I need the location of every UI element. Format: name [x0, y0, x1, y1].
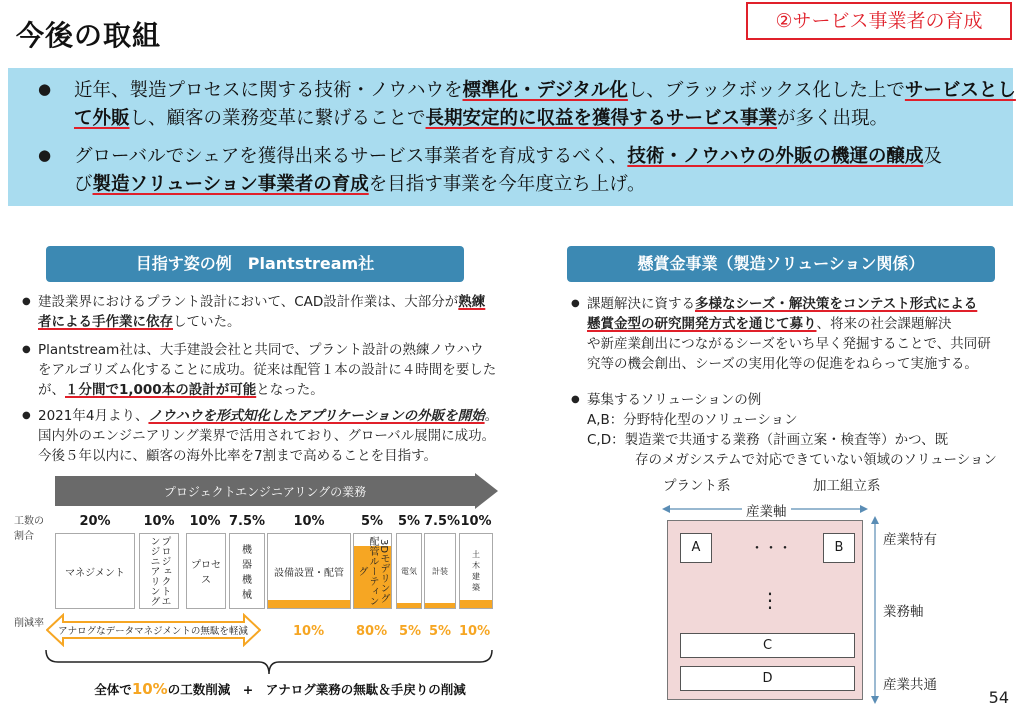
summary-p1-line1: 近年、製造プロセスに関する技術・ノウハウを標準化・デジタル化し、ブラックボックス化した上でサービスとし	[74, 80, 1016, 101]
column-electrical: 電気	[396, 533, 422, 609]
column-3d-modeling: 3Dモデリング配管ルーティング	[353, 533, 392, 609]
column-piping: 設備設置・配管	[267, 533, 351, 609]
label-plant: プラント系	[663, 478, 731, 494]
column-pct: 10%	[460, 514, 492, 529]
column-pct: 20%	[79, 514, 111, 529]
bullet-icon: ●	[571, 298, 580, 309]
summary-p2-line2: び製造ソリューション事業者の育成を目指す事業を今年度立ち上げ。	[74, 174, 646, 195]
reduction-rate: 80%	[356, 624, 388, 639]
page-number: 54	[988, 688, 1009, 707]
box-d: D	[680, 666, 855, 691]
row-label-reduction: 削減率	[14, 618, 44, 629]
box-a: A	[680, 533, 712, 563]
bullet-icon: ●	[38, 146, 52, 164]
section-tag: ②サービス事業者の育成	[746, 2, 1012, 40]
label-industry-specific: 産業特有	[883, 528, 937, 548]
reduction-rate: 10%	[459, 624, 491, 639]
label-assembly: 加工組立系	[813, 478, 881, 494]
box-b: B	[823, 533, 855, 563]
bullet-icon: ●	[571, 394, 580, 405]
arrow-label: アナログなデータマネジメントの無駄を軽減	[58, 626, 248, 637]
total-summary: 全体で10%の工数削減 + アナログ業務の無駄＆手戻りの削減	[94, 680, 466, 698]
right-bullet-2: ● 募集するソリューションの例 A,B：分野特化型のソリューション C,D：製造業で共通する業務（計画立案・検査等）かつ、既 存のメガシステムで対応できていない領域のソリューション	[571, 392, 997, 468]
label-industry-axis: 産業軸	[742, 500, 791, 520]
column-pct: 5%	[360, 514, 384, 529]
summary-box	[8, 68, 1016, 206]
right-heading: 懸賞金事業（製造ソリューション関係）	[567, 246, 995, 282]
column-pct: 7.5%	[228, 514, 266, 529]
column-pct: 10%	[143, 514, 175, 529]
double-arrow	[46, 613, 261, 647]
band-label: プロジェクトエンジニアリングの業務	[163, 485, 367, 499]
summary-p1-line2: て外販し、顧客の業務変革に繋げることで長期安定的に収益を獲得するサービス事業が多く出現。	[74, 108, 889, 129]
column-process: プロセス	[186, 533, 226, 609]
bullet-icon: ●	[22, 410, 31, 421]
left-bullet-3: ● 2021年4月より、ノウハウを形式知化したアプリケーションの外販を開始。 国内外のエンジニアリング業界で活用されており、グローバル展開に成功。 今後５年以内に、顧客の海外比率を7割まで高めることを目指す。	[22, 408, 499, 464]
left-bullet-1: ● 建設業界におけるプラント設計において、CAD設計作業は、大部分が熟練 者による手作業に依存していた。	[22, 294, 486, 330]
dots-vertical: ⋮	[760, 588, 780, 612]
column-management: マネジメント	[55, 533, 135, 609]
workflow-arrow-band	[55, 473, 498, 509]
column-pct: 7.5%	[424, 514, 461, 529]
left-heading: 目指す姿の例 Plantstream社	[46, 246, 464, 282]
summary-brace	[44, 648, 494, 678]
dots-horizontal: ・・・	[750, 541, 792, 557]
reduction-rate: 5%	[399, 624, 422, 639]
summary-p2-line1: グローバルでシェアを獲得出来るサービス事業者を育成するべく、技術・ノウハウの外販の機運の醸成及	[74, 146, 942, 167]
column-instrumentation: 計装	[424, 533, 456, 609]
column-civil: 土木建築	[459, 533, 493, 609]
label-business-axis: 業務軸	[883, 600, 924, 620]
column-pct: 10%	[293, 514, 325, 529]
row-label-ratio: 工数の 割合	[14, 516, 44, 542]
column-pct: 5%	[397, 514, 421, 529]
bullet-icon: ●	[22, 344, 31, 355]
page-title: 今後の取組	[16, 19, 162, 52]
reduction-rate: 5%	[429, 624, 452, 639]
reduction-rate: 10%	[293, 624, 325, 639]
bullet-icon: ●	[38, 80, 52, 98]
column-pct: 10%	[189, 514, 221, 529]
bullet-icon: ●	[22, 296, 31, 307]
right-bullet-1: ● 課題解決に資する多様なシーズ・解決策をコンテスト形式による 懸賞金型の研究開発方式を通じて募り、将来の社会課題解決 や新産業創出につながるシーズをいち早く発掘することで、共同研 究等の機会創出、シーズの実用化等の促進をねらって実施する。	[571, 296, 991, 372]
box-c: C	[680, 633, 855, 658]
column-project-engineering: プロジェクトエンジニアリング	[139, 533, 179, 609]
column-equipment: 機器機械	[229, 533, 265, 609]
left-bullet-2: ● Plantstream社は、大手建設会社と共同で、プラント設計の熟練ノウハウ をアルゴリズム化することに成功。従来は配管１本の設計に４時間を要した が、１分間で1,000本の設計が可能となった。	[22, 342, 497, 398]
business-axis-arrow	[868, 514, 882, 706]
label-industry-common: 産業共通	[883, 673, 937, 693]
